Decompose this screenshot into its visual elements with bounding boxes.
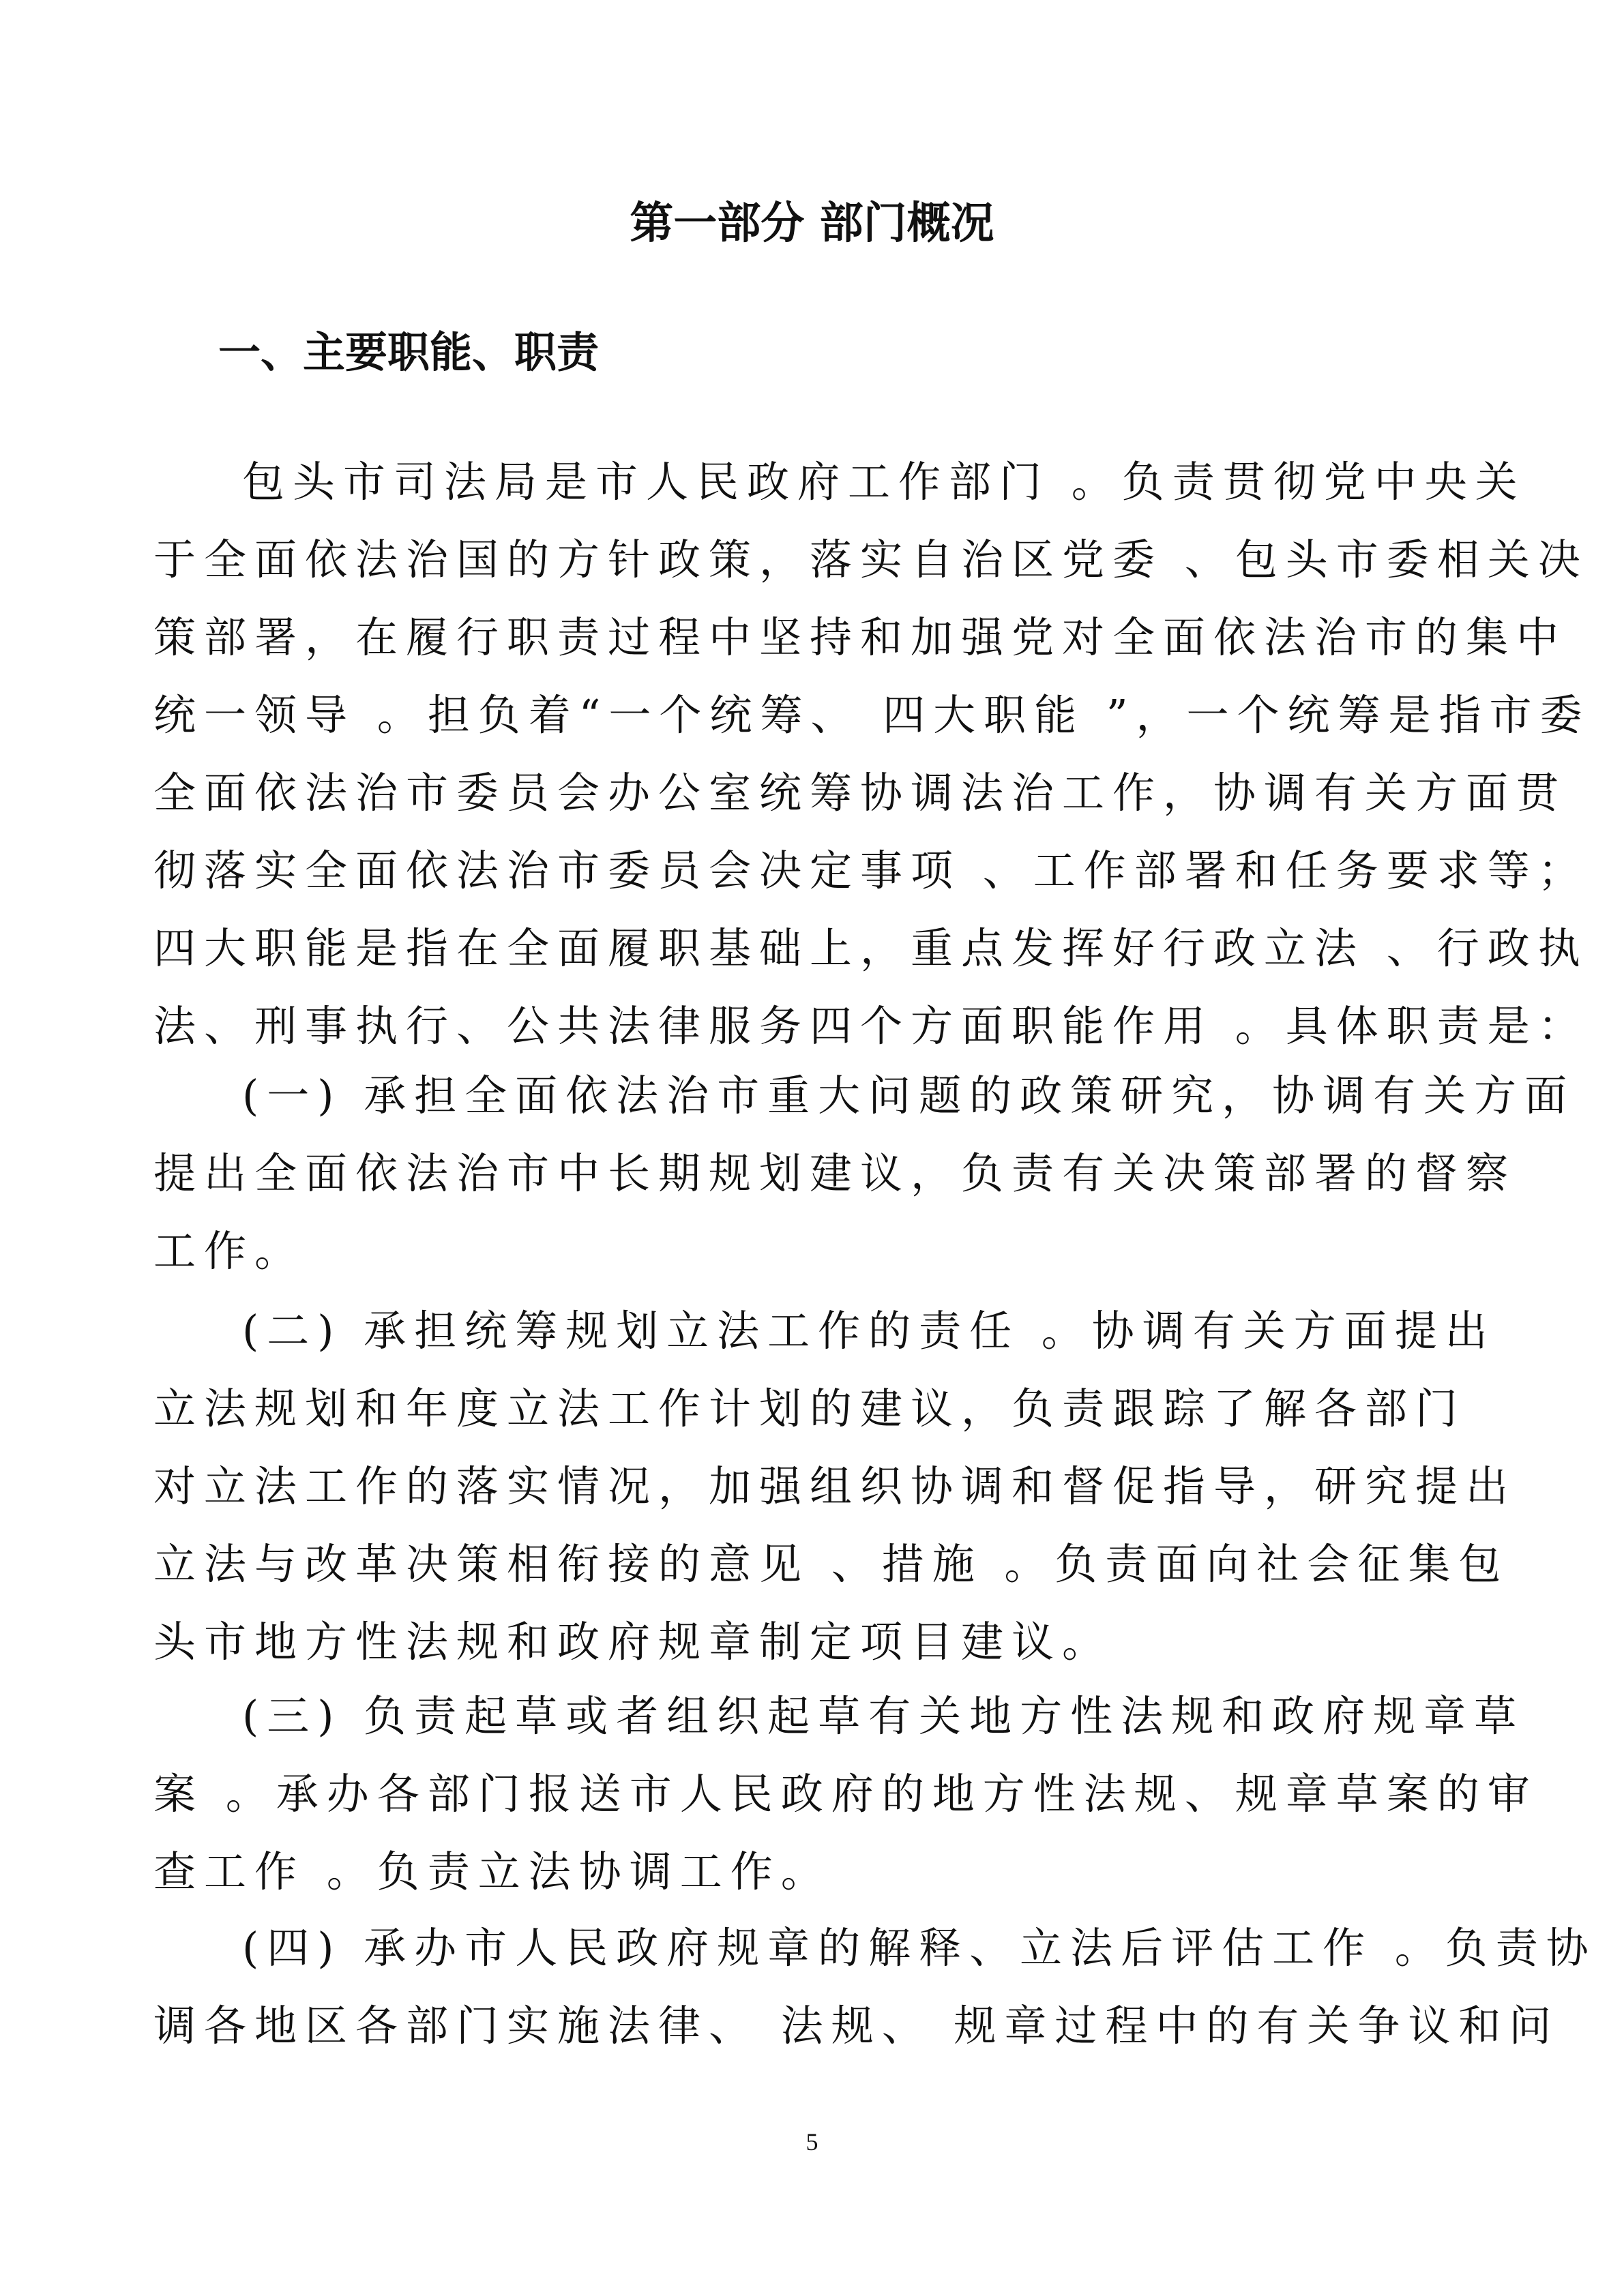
intro-paragraph	[153, 443, 1591, 1065]
text-line: 四大职能是指在全面履职基础上，重点发挥好行政立法 、行政执	[153, 923, 1589, 973]
text-line: (二) 承担统筹规划立法工作的责任 。协调有关方面提出	[242, 1306, 1496, 1356]
text-line: 头市地方性法规和政府规章制定项目建议。	[153, 1617, 1113, 1667]
text-line: 于全面依法治国的方针政策，落实自治区党委 、包头市委相关决	[153, 535, 1589, 584]
text-line: 提出全面依法治市中长期规划建议，负责有关决策部署的督察	[153, 1148, 1517, 1198]
text-line: 全面依法治市委员会办公室统筹协调法治工作，协调有关方面贯	[153, 768, 1567, 818]
text-line: 统一领导 。担负着“一个统筹、 四大职能 ”，一个统筹是指市委	[153, 690, 1591, 740]
page-number: 5	[806, 2128, 818, 2156]
text-line: 对立法工作的落实情况，加强组织协调和督促指导，研究提出	[153, 1461, 1517, 1511]
text-line: 查工作 。负责立法协调工作。	[153, 1847, 831, 1896]
text-line: 策部署，在履行职责过程中坚持和加强党对全面依法治市的集中	[153, 612, 1567, 662]
text-line: 立法规划和年度立法工作计划的建议，负责跟踪了解各部门	[153, 1384, 1466, 1433]
text-line: (一) 承担全面依法治市重大问题的政策研究，协调有关方面	[242, 1071, 1576, 1120]
page-title: 第一部分 部门概况	[630, 198, 994, 249]
duty-item-3	[153, 1678, 1538, 1911]
text-line: 工作。	[153, 1226, 306, 1276]
text-line: (四) 承办市人民政府规章的解释、立法后评估工作 。负责协	[242, 1923, 1597, 1973]
text-line: 包头市司法局是市人民政府工作部门 。负责贯彻党中央关	[242, 457, 1526, 507]
text-line: 调各地区各部门实施法律、 法规、 规章过程中的有关争议和问	[153, 2001, 1560, 2051]
duty-item-1	[153, 1057, 1576, 1290]
text-line: 彻落实全面依法治市委员会决定事项 、工作部署和任务要求等；	[153, 846, 1589, 895]
section-heading: 一、主要职能、职责	[218, 327, 600, 377]
text-line: 立法与改革决策相衔接的意见 、措施 。负责面向社会征集包	[153, 1539, 1509, 1589]
text-line: (三) 负责起草或者组织起草有关地方性法规和政府规章草	[242, 1691, 1525, 1741]
text-line: 案 。承办各部门报送市人民政府的地方性法规、规章草案的审	[153, 1769, 1538, 1819]
duty-item-2	[153, 1292, 1517, 1681]
duty-item-4	[153, 1909, 1597, 2065]
text-line: 法、刑事执行、公共法律服务四个方面职能作用 。具体职责是：	[153, 1001, 1589, 1051]
